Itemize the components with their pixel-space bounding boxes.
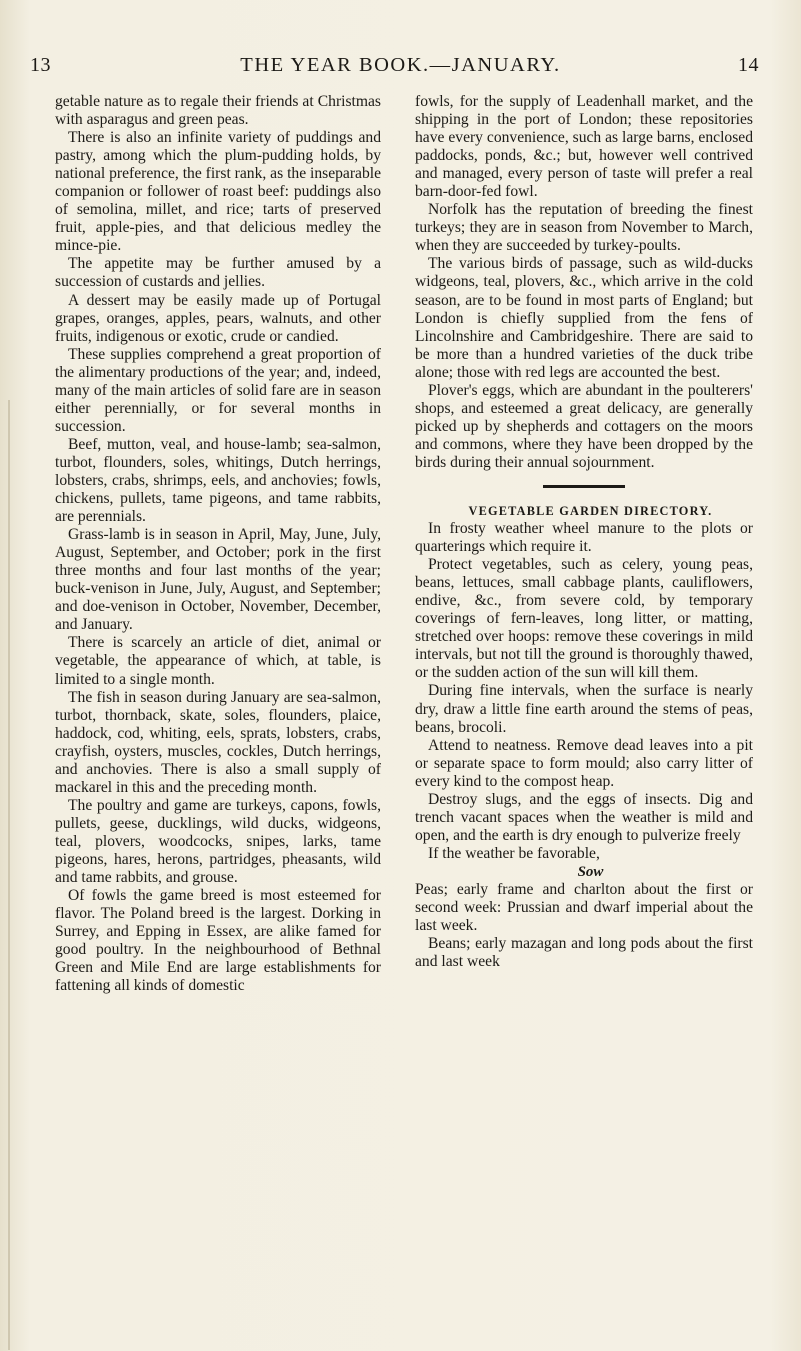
paragraph: There is scarcely an article of diet, animal or vegetable, the appearance of which, at table, is limited to a single month. (55, 634, 381, 688)
directory-paragraph: Protect vegetables, such as celery, young peas, beans, lettuces, small cabbage plants, cauliflowers, endive, &c., from severe cold, by temporary coverings of fern-leaves, long litter, or matting, stretched over hoops: remove these coverings in mild intervals, but not till the ground is thoroughly thawed, or the sudden action of the sun will kill them. (415, 556, 753, 682)
paragraph: The various birds of passage, such as wild-ducks widgeons, teal, plovers, &c., which arrive in the cold season, are to be found in most parts of England; but London is chiefly supplied from the fens of Lincolnshire and Cambridgeshire. There are said to be more than a hundred varieties of the duck tribe alone; those with red legs are accounted the best. (415, 255, 753, 381)
running-title: THE YEAR BOOK.—JANUARY. (240, 54, 561, 76)
left-text-column (55, 93, 381, 995)
section-heading: VEGETABLE GARDEN DIRECTORY. (468, 503, 713, 518)
page-gutter-shadow (8, 400, 10, 1350)
right-text-column (415, 93, 753, 971)
running-header (0, 54, 801, 84)
directory-paragraph: In frosty weather wheel manure to the plots or quarterings which require it. (415, 520, 753, 556)
sow-paragraph: Peas; early frame and charlton about the first or second week: Prussian and dwarf imperial about the last week. (415, 880, 753, 935)
paragraph: The fish in season during January are sea-salmon, turbot, thornback, skate, soles, flounders, plaice, haddock, cod, whiting, eels, sprats, lobsters, crabs, crayfish, oysters, muscles, cockles, Dutch herrings, and anchovies. There is also a small supply of mackarel in this and the preceding month. (55, 688, 381, 796)
paragraph: The poultry and game are turkeys, capons, fowls, pullets, geese, ducklings, wild ducks, widgeons, teal, plovers, woodcocks, snipes, larks, tame pigeons, hares, herons, partridges, pheasants, wild and tame rabbits, and grouse. (55, 796, 381, 887)
paragraph: Plover's eggs, which are abundant in the poulterers' shops, and esteemed a great delicacy, are generally picked up by shepherds and cottagers on the moors and commons, where they have been dropped by the birds during their annual sojournment. (415, 381, 753, 471)
directory-paragraph: If the weather be favorable, (428, 844, 600, 862)
paragraph: There is also an infinite variety of puddings and pastry, among which the plum-pudding holds, by national preference, the first rank, as the inseparable companion or follower of roast beef: puddings also of semolina, millet, and rice; tarts of preserved fruit, apple-pies, and that delicious medley the mince-pie. (55, 129, 382, 255)
sow-paragraph: Beans; early mazagan and long pods about the first and last week (415, 935, 753, 971)
paragraph: Beef, mutton, veal, and house-lamb; sea-salmon, turbot, flounders, soles, whitings, Dutch herrings, lobsters, crabs, shrimps, eels, and anchovies; fowls, chickens, pullets, tame pigeons, and tame rabbits, are perennials. (55, 435, 381, 526)
paragraph: A dessert may be easily made up of Portugal grapes, oranges, apples, pears, walnuts, and other fruits, indigenous or exotic, crude or candied. (55, 291, 381, 345)
paragraph: These supplies comprehend a great proportion of the alimentary productions of the year; and, indeed, many of the main articles of solid fare are in season either perennially, or for several months in succession. (55, 345, 381, 435)
paragraph: fowls, for the supply of Leadenhall market, and the shipping in the port of London; these repositories have every convenience, such as large barns, enclosed paddocks, ponds, &c.; but, however well contrived and managed, every person of taste will prefer a real barn-door-fed fowl. (415, 93, 753, 201)
right-page-number: 14 (738, 54, 759, 76)
left-page-number: 13 (30, 54, 51, 76)
paragraph: Grass-lamb is in season in April, May, June, July, August, September, and October; pork in the first three months and four last months of the year; buck-venison in June, July, August, and September; and doe-venison in October, November, December, and January. (55, 526, 381, 634)
paragraph: Norfolk has the reputation of breeding the finest turkeys; they are in season from November to March, when they are succeeded by turkey-poults. (415, 201, 753, 255)
paragraph: The appetite may be further amused by a succession of custards and jellies. (55, 255, 381, 291)
paragraph: getable nature as to regale their friends at Christmas with asparagus and green peas. (55, 93, 381, 129)
directory-paragraph: Destroy slugs, and the eggs of insects. Dig and trench vacant spaces when the weather is mild and open, and the earth is dry enough to pulverize freely (415, 790, 753, 844)
sow-subheading: Sow (577, 863, 604, 880)
section-divider-rule (543, 485, 625, 488)
directory-paragraph: Attend to neatness. Remove dead leaves into a pit or separate space to form mould; also carry litter of every kind to the compost heap. (415, 736, 753, 790)
directory-paragraph: During fine intervals, when the surface is nearly dry, draw a little fine earth around the stems of peas, beans, brocoli. (415, 682, 753, 736)
paragraph: Of fowls the game breed is most esteemed for flavor. The Poland breed is the largest. Dorking in Surrey, and Epping in Essex, are alike famed for good poultry. In the neighbourhood of Bethnal Green and Mile End are large establishments for fattening all kinds of domestic (55, 887, 381, 995)
